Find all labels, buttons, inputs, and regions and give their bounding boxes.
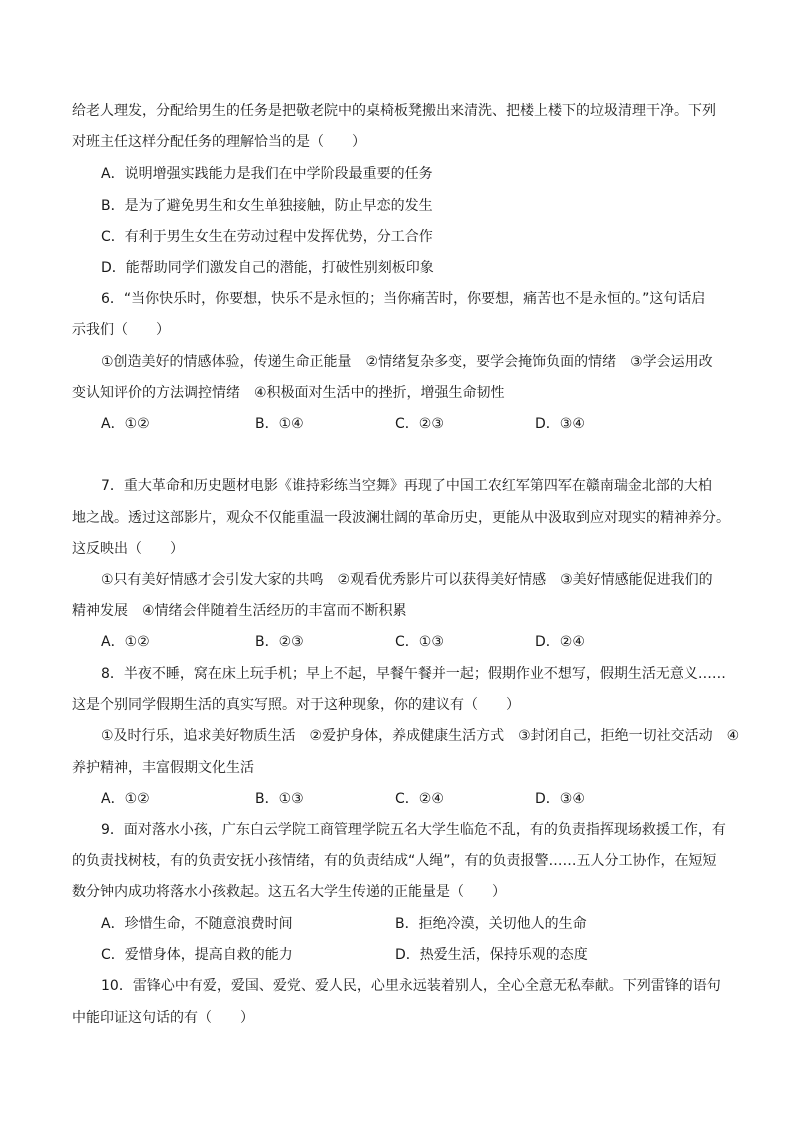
q8-option-a: A．①② (101, 791, 150, 807)
q7-statements-line-2: 精神发展 ④情绪会伴随着生活经历的丰富而不断积累 (72, 603, 407, 619)
q5-option-c: C．有利于男生女生在劳动过程中发挥优势，分工合作 (101, 229, 433, 245)
q6-statements-line-1: ①创造美好的情感体验，传递生命正能量 ②情绪复杂多变，要学会掩饰负面的情绪 ③学会运用改 (101, 354, 713, 370)
q5-option-d: D．能帮助同学们激发自己的潜能，打破性别刻板印象 (101, 260, 434, 276)
q7-option-d: D．②④ (535, 634, 585, 650)
q8-option-c: C．②④ (395, 791, 444, 807)
q8-statements-line-1: ①及时行乐，追求美好物质生活 ②爱护身体，养成健康生活方式 ③封闭自己，拒绝一切社交活动 ④ (101, 728, 740, 744)
q9-option-c: C．爱惜身体，提高自救的能力 (101, 947, 293, 963)
q9-stem-line-2: 的负责找树枝，有的负责安抚小孩情绪，有的负责结成“人绳”，有的负责报警……五人分工协作，在短短 (72, 853, 717, 869)
q9-stem-line-1: 9．面对落水小孩，广东白云学院工商管理学院五名大学生临危不乱，有的负责指挥现场救援工作，有 (101, 822, 726, 838)
q6-option-b: B．①④ (255, 416, 304, 432)
q5-option-a: A．说明增强实践能力是我们在中学阶段最重要的任务 (101, 166, 433, 182)
q10-stem-line-1: 10．雷锋心中有爱，爱国、爱党、爱人民，心里永远装着别人，全心全意无私奉献。下列雷锋的语句 (101, 978, 721, 994)
q9-option-a: A．珍惜生命，不随意浪费时间 (101, 916, 293, 932)
q7-stem-line-2: 地之战。透过这部影片，观众不仅能重温一段波澜壮阔的革命历史，更能从中汲取到应对现实的精神养分。 (72, 510, 730, 526)
q8-stem-line-2: 这是个别同学假期生活的真实写照。对于这种现象，你的建议有（ ） (72, 697, 520, 713)
q9-option-b: B．拒绝冷漠，关切他人的生命 (395, 916, 587, 932)
q8-stem-line-1: 8．半夜不睡，窝在床上玩手机；早上不起，早餐午餐并一起；假期作业不想写，假期生活无意义…… (101, 666, 726, 682)
q6-option-d: D．③④ (535, 416, 585, 432)
q7-option-c: C．①③ (395, 634, 444, 650)
q5-option-b: B．是为了避免男生和女生单独接触，防止早恋的发生 (101, 198, 433, 214)
q6-statements-line-2: 变认知评价的方法调控情绪 ④积极面对生活中的挫折，增强生命韧性 (72, 385, 505, 401)
q5-stem-line-2: 对班主任这样分配任务的理解恰当的是（ ） (72, 134, 366, 150)
q7-option-a: A．①② (101, 634, 150, 650)
q5-stem-line-1: 给老人理发，分配给男生的任务是把敬老院中的桌椅板凳搬出来清洗、把楼上楼下的垃圾清理干净。下列 (72, 103, 716, 119)
q7-stem-line-3: 这反映出（ ） (72, 541, 184, 557)
q10-stem-line-2: 中能印证这句话的有（ ） (72, 1010, 254, 1026)
q8-option-b: B．①③ (255, 791, 304, 807)
q6-stem-line-1: 6．“当你快乐时，你要想，快乐不是永恒的；当你痛苦时，你要想，痛苦也不是永恒的。”这句话启 (101, 291, 706, 307)
q6-option-c: C．②③ (395, 416, 444, 432)
q8-option-d: D．③④ (535, 791, 585, 807)
q6-stem-line-2: 示我们（ ） (72, 322, 170, 338)
q9-stem-line-3: 数分钟内成功将落水小孩救起。这五名大学生传递的正能量是（ ） (72, 884, 506, 900)
q8-statements-line-2: 养护精神，丰富假期文化生活 (72, 760, 254, 776)
q7-statements-line-1: ①只有美好情感才会引发大家的共鸣 ②观看优秀影片可以获得美好情感 ③美好情感能促进我们的 (101, 572, 713, 588)
q7-stem-line-1: 7．重大革命和历史题材电影《谁持彩练当空舞》再现了中国工农红军第四军在赣南瑞金北部的大柏 (101, 478, 712, 494)
q7-option-b: B．②③ (255, 634, 304, 650)
q6-option-a: A．①② (101, 416, 150, 432)
q9-option-d: D．热爱生活，保持乐观的态度 (395, 947, 588, 963)
